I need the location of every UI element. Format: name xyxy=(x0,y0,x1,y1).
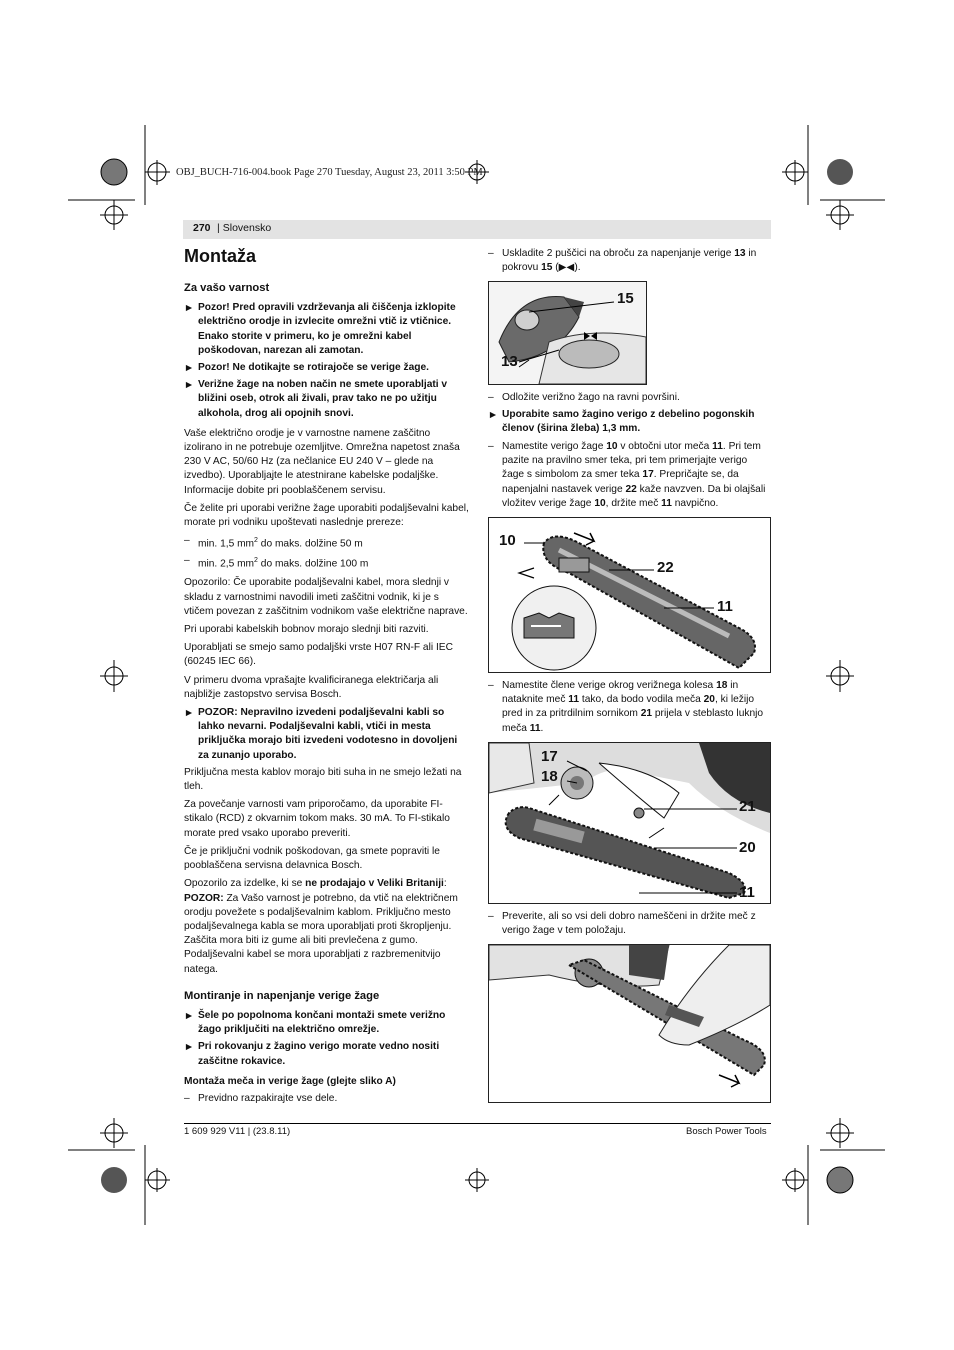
step-item: – Previdno razpakirajte vse dele. xyxy=(184,1092,469,1106)
figure-holding-bar xyxy=(488,944,771,1103)
callout-15: 15 xyxy=(617,290,634,308)
ref-number: 15 xyxy=(541,262,553,274)
warning-item: ▶ Pri rokovanju z žagino verigo morate vedno nositi zaščitne rokavice. xyxy=(184,1040,469,1068)
ref-number: 18 xyxy=(716,680,728,692)
ref-number: 13 xyxy=(734,248,746,259)
holding-bar-illustration xyxy=(489,945,770,1102)
cable-spec-length: do maks. dolžine 100 m xyxy=(257,558,369,570)
cable-spec-size: min. 1,5 mm xyxy=(198,538,255,550)
page-number: 270 xyxy=(193,222,211,234)
paragraph-uk-warning xyxy=(184,892,469,977)
figure-chain-insert xyxy=(488,517,771,673)
cable-spec xyxy=(184,534,469,552)
paragraph: Za povečanje varnosti vam priporočamo, da uporabite FI-stikalo (RCD) z okvarnim tokom maks. 30 mA. To FI-stikalo morate pred vsako uporabo preveriti. xyxy=(184,799,450,839)
text: prijela v steblasto luknjo meča xyxy=(502,708,764,734)
cable-spec xyxy=(184,554,469,572)
ref-number: 11 xyxy=(712,441,723,453)
paragraph: Priključna mesta kablov morajo biti suha in ne smejo ležati na tleh. xyxy=(184,766,462,793)
text: kaže navzven. Da bi olajšali vložitev verige žage xyxy=(502,483,766,509)
footer-doc-number: 1 609 929 V11 | (23.8.11) xyxy=(184,1126,291,1137)
warning-item: ▶ Šele po popolnoma končani montaži smete verižno žago priključiti na električno omrežje. xyxy=(184,1009,469,1037)
right-column xyxy=(488,247,771,1109)
paragraph: Uporabljati se smejo samo podaljški vrste H07 RN-F ali IEC (60245 IEC 66). xyxy=(184,642,453,668)
text: Namestite člene verige okrog verižnega kolesa xyxy=(502,680,717,692)
ref-number: 10 xyxy=(606,441,618,453)
heading-mounting: Montiranje in napenjanje verige žage xyxy=(184,989,380,1002)
text: v obtočni utor meča xyxy=(617,441,713,453)
print-slug: OBJ_BUCH-716-004.book Page 270 Tuesday, August 23, 2011 3:50 PM xyxy=(176,167,483,178)
footer-brand: Bosch Power Tools xyxy=(686,1126,767,1137)
text: (▶◀). xyxy=(552,262,581,274)
paragraph: Če je priključni vodnik poškodovan, ga smete popraviti le pooblaščena servisna delavnica Bosch. xyxy=(184,845,440,872)
text: . xyxy=(540,722,544,734)
text: tako, da bodo vodila meča xyxy=(579,694,704,706)
sprocket-illustration xyxy=(489,743,770,903)
text: , ki ležijo pred in za pritrdilnim sornikom xyxy=(502,694,755,720)
paragraph: Vaše električno orodje je v varnostne namene zaščitno izolirano in ne potrebuje ozemljitve. Omrežna napetost znaša 230 V AC, 50/60 Hz (za nečlanice EU 240 V – glede na izvedbo). Uporabljajte le atestnirane kabelske podaljške. Informacije dobite pri pooblaščenem servisu. xyxy=(184,427,460,496)
warning-item: ▶ POZOR: Nepravilno izvedeni podaljševalni kabli so lahko nevarni. Podaljševalni kabli, vtiči in mesta priključka morajo biti izvedeni vodotesno in dovoljeni za zunanjo uporabo. xyxy=(184,706,469,763)
superscript: 2 xyxy=(254,556,258,564)
paragraph: Pri uporabi kabelskih bobnov morajo slednji biti razviti. xyxy=(184,624,429,636)
superscript: 2 xyxy=(254,537,258,545)
warning-item: ▶ Pozor! Ne dotikajte se rotirajoče se verige žage. xyxy=(184,361,469,375)
paragraph: Če želite pri uporabi verižne žage uporabiti podaljševalni kabel, morate pri vodniku upoštevati naslednje prereze: xyxy=(184,502,469,529)
callout-13: 13 xyxy=(501,353,518,371)
cable-spec-length: do maks. dolžine 50 m xyxy=(257,538,363,550)
callout-17: 17 xyxy=(541,747,558,765)
text: Za Vašo varnost je potrebno, da vtič na električnem orodju povežete s podaljševalnim kablom. Priključno mesto podaljševalnega kabla se mora uporabljati proti škropljenju. Zaščita mora biti iz gume ali biti prevlečena z gumo. Podaljševalni kabel se mora uporabljati z razbremenitvijo natega. xyxy=(184,892,458,975)
text: navpično. xyxy=(671,497,719,509)
text: Opozorilo za izdelke, ki se xyxy=(184,878,306,890)
step-item: – Odložite verižno žago na ravni površini. xyxy=(488,391,771,405)
heading-safety: Za vašo varnost xyxy=(184,282,270,294)
page-title: Montaža xyxy=(184,246,256,266)
callout-10: 10 xyxy=(499,532,516,550)
footer-rule xyxy=(184,1123,771,1124)
cable-spec-size: min. 2,5 mm xyxy=(198,558,255,570)
step-item xyxy=(488,247,771,275)
language-label: Slovensko xyxy=(222,222,272,234)
text: Uskladite 2 puščici na obroču za napenjanje verige xyxy=(502,248,735,259)
ref-number: 22 xyxy=(625,483,637,495)
figure-tension-ring xyxy=(488,281,647,385)
figure-sprocket xyxy=(488,742,771,904)
text: : xyxy=(443,878,447,890)
text: in nataknite meč xyxy=(502,680,739,706)
paragraph: Opozorilo: Če uporabite podaljševalni kabel, mora slednji v skladu z varnostnimi navodili imeti zaščitni vodnik, ki je s vtičem povezan z zaščitnim vodnikom vaše električne naprave. xyxy=(184,577,468,617)
callout-11: 11 xyxy=(717,598,733,616)
callout-18: 18 xyxy=(541,767,558,785)
text-bold: ne prodajajo v Veliki Britaniji xyxy=(305,878,444,890)
left-column xyxy=(184,279,469,1108)
paragraph-uk-note xyxy=(184,877,469,891)
chain-insert-illustration xyxy=(489,518,770,672)
heading-assembly: Montaža meča in verige žage (glejte sliko A) xyxy=(184,1075,396,1087)
callout-20: 20 xyxy=(739,838,756,856)
step-item: – Preverite, ali so vsi deli dobro nameščeni in držite meč z verigo žage v tem položaju. xyxy=(488,910,771,938)
step-item xyxy=(488,679,771,736)
warning-item: ▶ Verižne žage na noben način ne smete uporabljati v bližini oseb, otrok ali živali, prav tako ne po užitju alkohola, drog ali opojnih snovi. xyxy=(184,378,469,421)
ref-number: 20 xyxy=(703,694,715,706)
ref-number: 11 xyxy=(661,497,672,509)
text: Namestite verigo žage xyxy=(502,441,607,453)
warning-item: ▶ Uporabite samo žagino verigo z debelino pogonskih členov (širina žleba) 1,3 mm. xyxy=(488,408,771,436)
callout-11: 11 xyxy=(739,883,755,901)
text-bold: POZOR: xyxy=(184,892,224,904)
ref-number: 11 xyxy=(529,722,541,734)
callout-21: 21 xyxy=(739,797,756,815)
header-separator: | xyxy=(217,222,220,234)
header-bar xyxy=(183,220,771,239)
text: . Pri tem pazite na pravilno smer teka, pri tem primerjajte verigo žage s simbolom za smer teka xyxy=(502,441,761,481)
text: , držite meč xyxy=(605,497,662,509)
ref-number: 21 xyxy=(640,708,653,720)
section-language xyxy=(217,222,271,234)
callout-22: 22 xyxy=(657,559,674,577)
paragraph: V primeru dvoma vprašajte kvalificiranega električarja ali najbližje zastopstvo servisa Bosch. xyxy=(184,674,439,700)
ref-number: 17 xyxy=(642,469,654,481)
ref-number: 11 xyxy=(568,694,580,706)
step-item xyxy=(488,440,771,511)
text: in pokrovu xyxy=(502,248,757,274)
ref-number: 10 xyxy=(594,497,606,509)
text: . Prepričajte se, da napenjalni nastavek verige xyxy=(502,469,739,495)
warning-item: ▶ Pozor! Pred opravili vzdrževanja ali čiščenja izklopite električno orodje in izvlecite omrežni vtič iz vtičnice. Enako storite v primeru, ko je omrežni kabel poškodovan, narezan ali zamotan. xyxy=(184,301,469,358)
